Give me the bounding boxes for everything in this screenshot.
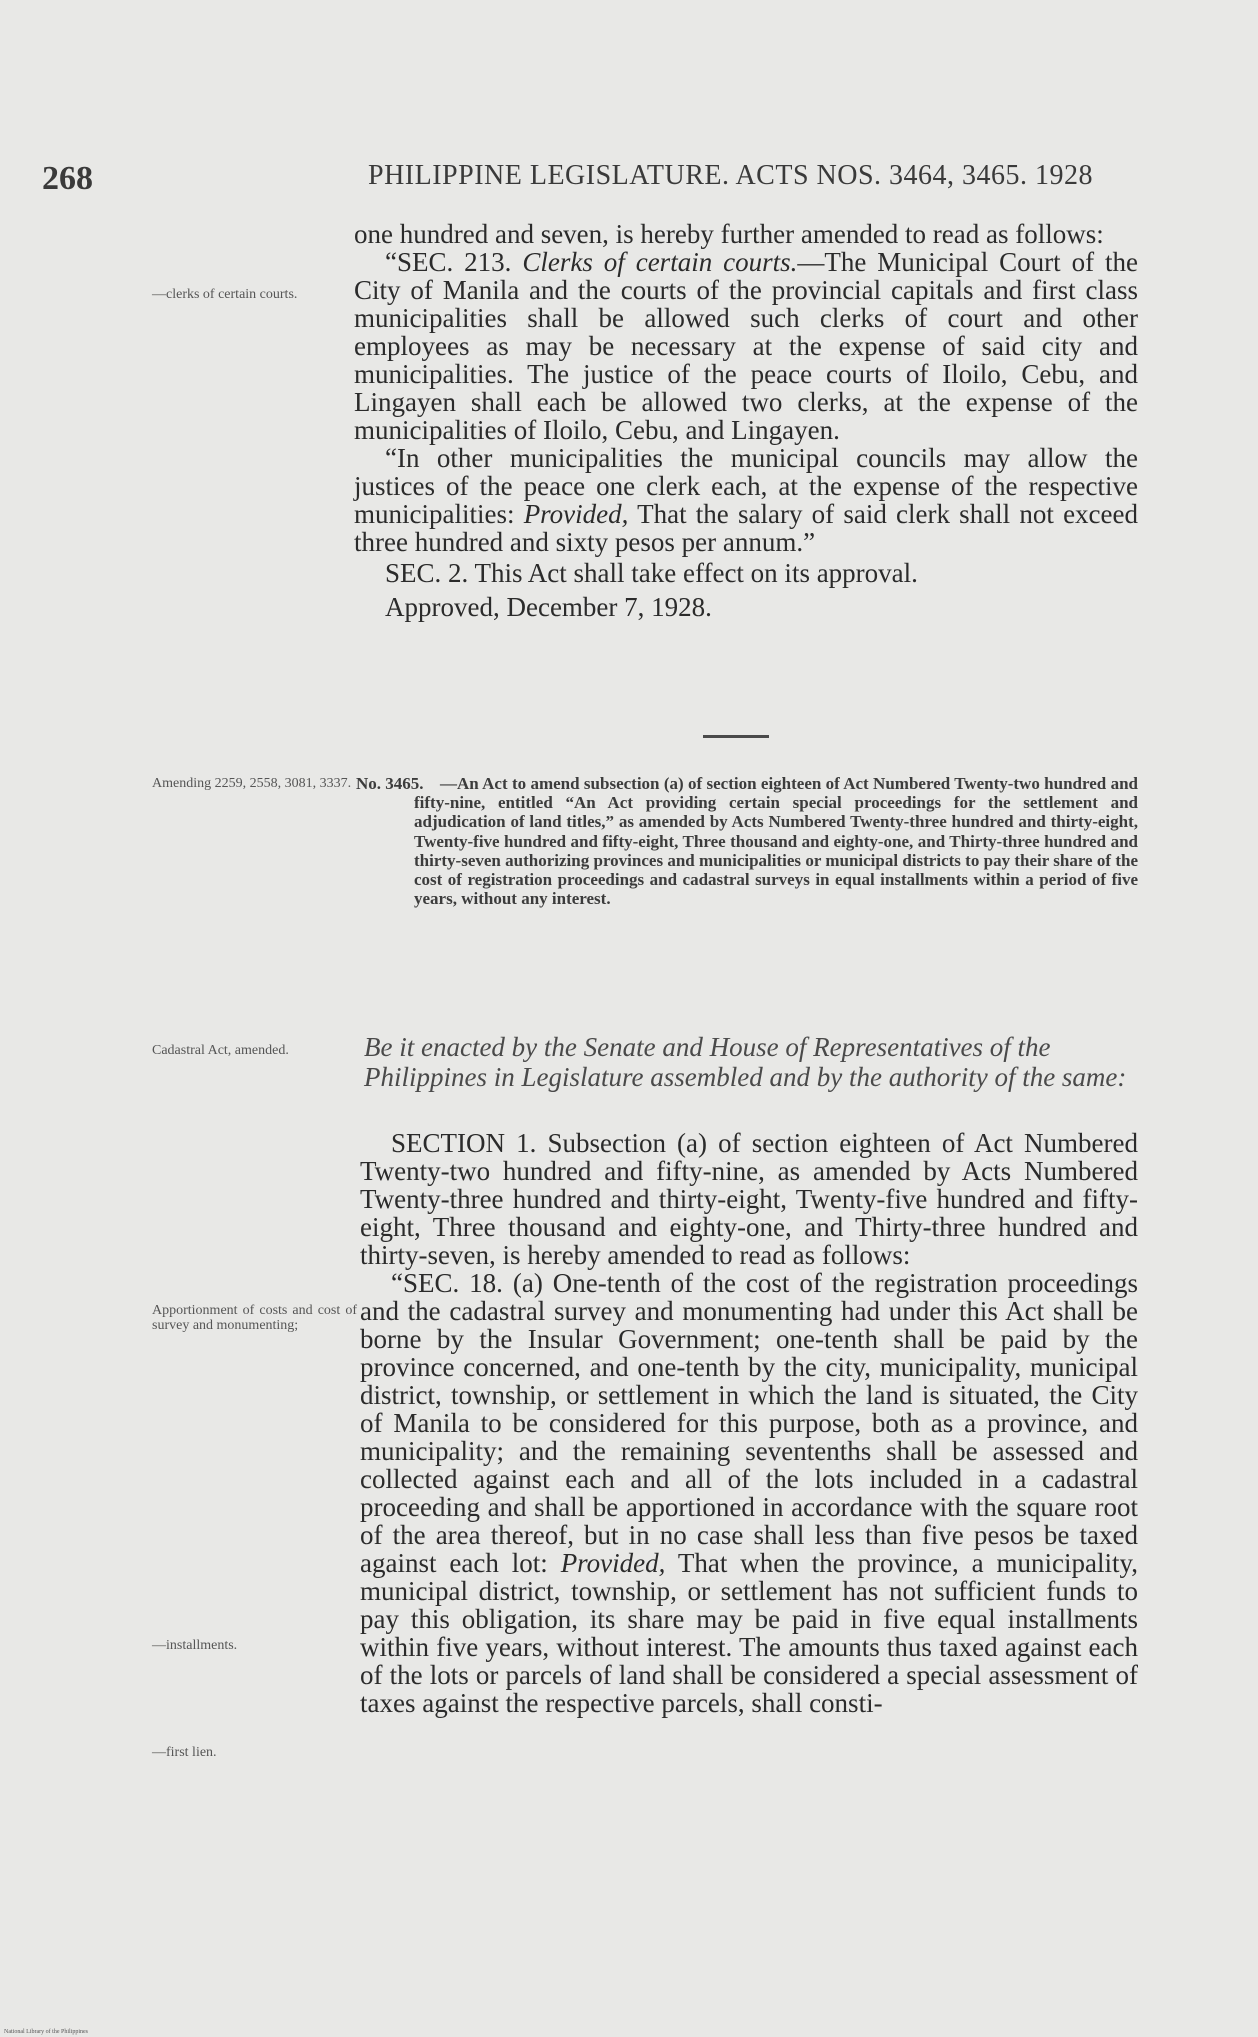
section1-paragraph: SECTION 1. Subsection (a) of section eighteen of Act Numbered Twenty-two hundred and fifty-nine, as amended by Acts Numbered Twenty-three hundred and thirty-eight, Twenty-five hundred and fifty-eight, Three thousand and eighty-one, and Thirty-three hundred and thirty-seven, is hereby amended to read as follows: <box>360 1128 1138 1270</box>
sec18-provided: Provided, <box>560 1548 666 1578</box>
act3464-sec2: SEC. 2. This Act shall take effect on its approval. <box>385 558 918 588</box>
section-divider <box>703 735 769 738</box>
act3465-title: —An Act to amend subsection (a) of section eighteen of Act Numbered Twenty-two hundred and fifty-nine, entitled “An Act providing certain special proceedings for the settlement and adjudication of land titles,” as amended by Acts Numbered Twenty-three hundred and thirty-eight, Twenty-five hundred and fifty-eight, Three thousand and eighty-one, and Thirty-three hundred and thirty-seven authorizing provinces and municipalities or municipal districts to pay their share of the cost of registration proceedings and cadastral surveys in equal installments within a period of five years, without any interest. <box>414 774 1138 909</box>
sidenote-clerks: —clerks of certain courts. <box>152 287 298 302</box>
sec18-text-b: That when the province, a municipality, municipal district, township, or settlement has not sufficient funds to pay this obligation, its share may be paid in five equal installments within five years, without interest. The amounts thus taxed against each of the lots or parcels of land shall be considered a special assessment of taxes against the respective parcels, shall consti- <box>360 1548 1139 1718</box>
sidenote-installments: —installments. <box>152 1638 238 1653</box>
enacting-clause: Be it enacted by the Senate and House of Representatives of the Philippines in Legislature assembled and by the authority of the same: <box>364 1032 1127 1092</box>
sec213-title: Clerks of certain courts. <box>522 247 798 277</box>
act3465-number: No. 3465. <box>356 774 424 793</box>
para2-provided: Provided, <box>523 499 629 529</box>
sec213-paragraph-2 <box>354 444 1138 556</box>
sidenote-first-lien: —first lien. <box>152 1745 217 1760</box>
act3465-body <box>360 1129 1138 1717</box>
sec213-paragraph <box>354 248 1138 444</box>
act3464-body <box>354 220 1138 621</box>
sec213-text: —The Municipal Court of the City of Manila and the courts of the provincial capitals and first class municipalities shall be allowed such clerks of court and other employees as may be necessary at the expense of said city and municipalities. The justice of the peace courts of Iloilo, Cebu, and Lingayen shall each be allowed two clerks, at the expense of the municipalities of Iloilo, Cebu, and Lingayen. <box>354 247 1139 445</box>
act3464-intro: one hundred and seven, is hereby further amended to read as follows: <box>354 219 1104 249</box>
sec18-paragraph <box>360 1269 1138 1717</box>
scan-footer: National Library of the Philippines <box>4 2029 88 2035</box>
running-header: PHILIPPINE LEGISLATURE. ACTS NOS. 3464, 3465. 1928 <box>368 160 1094 191</box>
act3464-approved: Approved, December 7, 1928. <box>385 592 712 622</box>
sidenote-amending: Amending 2259, 2558, 3081, 3337. <box>152 776 352 791</box>
sec213-number: “SEC. 213. <box>385 247 512 277</box>
para2-text-b: That the salary of said clerk shall not exceed three hundred and sixty pesos per annum.” <box>354 499 1139 557</box>
sec18-text-a: “SEC. 18. (a) One-tenth of the cost of the registration proceedings and the cadastral survey and monumenting had under this Act shall be borne by the Insular Government; one-tenth shall be paid by the province concerned, and one-tenth by the city, municipality, municipal district, township, or settlement in which the land is situated, the City of Manila to be considered for this purpose, both as a province, and municipality; and the remaining seventenths shall be assessed and collected against each and all of the lots included in a cadastral proceeding and shall be apportioned in accordance with the square root of the area thereof, but in no case shall less than five pesos be taxed against each lot: <box>360 1268 1138 1578</box>
page-number: 268 <box>42 160 93 197</box>
sidenote-cadastral: Cadastral Act, amended. <box>152 1043 289 1058</box>
sidenote-apportionment: Apportionment of costs and cost of survey and monumenting; <box>152 1303 357 1333</box>
para2-text-a: “In other municipalities the municipal councils may allow the justices of the peace one clerk each, at the expense of the respective municipalities: <box>354 443 1138 529</box>
